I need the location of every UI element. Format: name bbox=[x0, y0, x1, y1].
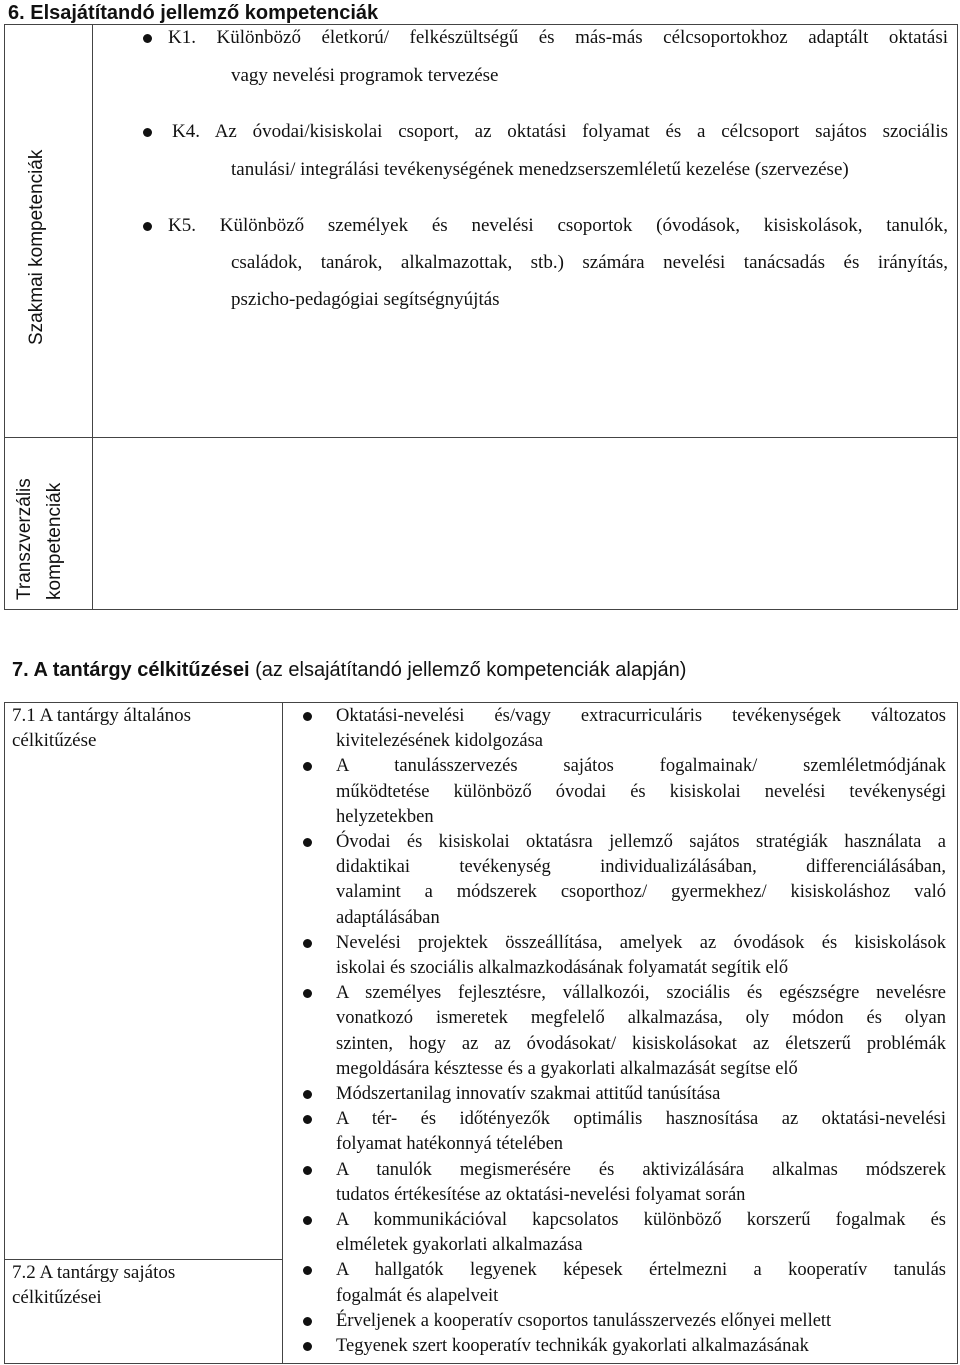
objective-line: fogalmát és alapelveit bbox=[336, 1285, 499, 1306]
objectives-row-divider bbox=[4, 1259, 283, 1260]
objective-line: működtetése különböző óvodai és kisiskolai nevelési tevékenységi bbox=[336, 781, 946, 802]
section-7-title-rest: (az elsajátítandó jellemző kompetenciák alapján) bbox=[255, 659, 687, 681]
objective-line: Oktatási-nevelési és/vagy extracurriculáris tevékenységek változatos bbox=[336, 706, 946, 726]
competence-table bbox=[4, 24, 958, 610]
objective-line: A tér- és időtényezők optimális hasznosítása az oktatási-nevelési bbox=[336, 1109, 946, 1130]
objective-line: A személyes fejlesztésre, vállalkozói, szociális és egészségre nevelésre bbox=[336, 983, 946, 1004]
bullet-icon bbox=[143, 34, 152, 43]
objective-line: didaktikai tevékenység individualizálásában, differenciálásában, bbox=[336, 857, 946, 878]
objective-line: vonatkozó ismeretek megfelelő alkalmazása, oly módon és olyan bbox=[336, 1008, 946, 1029]
section-6-title: 6. Elsajátítandó jellemző kompetenciák bbox=[8, 2, 379, 24]
k5-line-2: családok, tanárok, alkalmazottak, stb.) számára nevelési tanácsadás és irányítás, bbox=[231, 252, 948, 273]
kompetenciak-label: kompetenciák bbox=[44, 482, 65, 600]
bullet-icon bbox=[303, 1216, 312, 1225]
bullet-icon bbox=[303, 1090, 312, 1099]
table-row-divider bbox=[4, 437, 958, 438]
bullet-icon bbox=[143, 222, 152, 231]
objective-line: Óvodai és kisiskolai oktatásra jellemző sajátos stratégiák használata a bbox=[336, 832, 946, 852]
objective-line: Módszertanilag innovatív szakmai attitűd tanúsítása bbox=[336, 1084, 721, 1104]
objective-line: A tanulók megismerésére és aktivizálására alkalmas módszerek bbox=[336, 1159, 946, 1180]
general-objective-label-1: 7.1 A tantárgy általános bbox=[12, 705, 192, 726]
bullet-icon bbox=[143, 128, 152, 137]
objective-line: valamint a módszerek csoporthoz/ gyermekhez/ kisiskoláshoz való bbox=[336, 882, 946, 903]
k1-line-1: K1. Különböző életkorú/ felkészültségű és más-más célcsoportokhoz adaptált oktatási bbox=[168, 27, 948, 48]
objective-line: Érveljenek a kooperatív csoportos tanulásszervezés előnyei mellett bbox=[336, 1310, 832, 1331]
k1-line-2: vagy nevelési programok tervezése bbox=[231, 65, 499, 86]
objective-line: kivitelezésének kidolgozása bbox=[336, 731, 544, 752]
transzverzalis-label: Transzverzális bbox=[14, 478, 35, 600]
objective-line: adaptálásában bbox=[336, 907, 440, 928]
objective-line: Tegyenek szert kooperatív technikák gyakorlati alkalmazásának bbox=[336, 1336, 809, 1356]
objective-line: folyamat hatékonnyá tételében bbox=[336, 1134, 564, 1155]
objective-line: Nevelési projektek összeállítása, amelyek az óvodások és kisiskolások bbox=[336, 932, 946, 953]
bullet-icon bbox=[303, 939, 312, 948]
objective-line: elméletek gyakorlati alkalmazása bbox=[336, 1235, 583, 1256]
bullet-icon bbox=[303, 1342, 312, 1351]
objective-line: iskolai és szociális alkalmazkodásának folyamatát segítik elő bbox=[336, 958, 789, 978]
k5-line-3: pszicho-pedagógiai segítségnyújtás bbox=[231, 289, 500, 310]
k4-line-1: K4. Az óvodai/kisiskolai csoport, az oktatási folyamat és a célcsoport sajátos szociális bbox=[172, 121, 948, 142]
bullet-icon bbox=[303, 712, 312, 721]
table-column-divider bbox=[92, 24, 93, 610]
k5-line-1: K5. Különböző személyek és nevelési csoportok (óvodások, kisiskolások, tanulók, bbox=[168, 215, 948, 236]
objective-line: megoldására késztesse és a gyakorlati alkalmazását segítse elő bbox=[336, 1058, 798, 1079]
k4-line-2: tanulási/ integrálási tevékenységének menedzserszemléletű kezelése (szervezése) bbox=[231, 159, 849, 180]
section-7-title bbox=[12, 659, 686, 681]
section-7-title-bold: 7. A tantárgy célkitűzései bbox=[12, 659, 250, 681]
objective-line: A hallgatók legyenek képesek értelmezni a kooperatív tanulás bbox=[336, 1260, 946, 1281]
objectives-column-divider bbox=[282, 702, 283, 1364]
objective-line: A kommunikációval kapcsolatos különböző korszerű fogalmak és bbox=[336, 1210, 946, 1230]
szakmai-label: Szakmai kompetenciák bbox=[26, 149, 47, 345]
objective-line: helyzetekben bbox=[336, 806, 434, 827]
specific-objective-label-2: célkitűzései bbox=[12, 1287, 102, 1308]
specific-objective-label-1: 7.2 A tantárgy sajátos bbox=[12, 1262, 176, 1283]
bullet-icon bbox=[303, 1317, 312, 1326]
objective-line: szinten, hogy az az óvodásokat/ kisiskolásokat az életszerű problémák bbox=[336, 1033, 946, 1054]
objective-line: tudatos értékesítése az oktatási-nevelési folyamat során bbox=[336, 1184, 746, 1205]
bullet-icon bbox=[303, 1166, 312, 1175]
objective-line: A tanulásszervezés sajátos fogalmainak/ szemléletmódjának bbox=[336, 756, 946, 777]
general-objective-label-2: célkitűzése bbox=[12, 730, 97, 751]
bullet-icon bbox=[303, 838, 312, 847]
